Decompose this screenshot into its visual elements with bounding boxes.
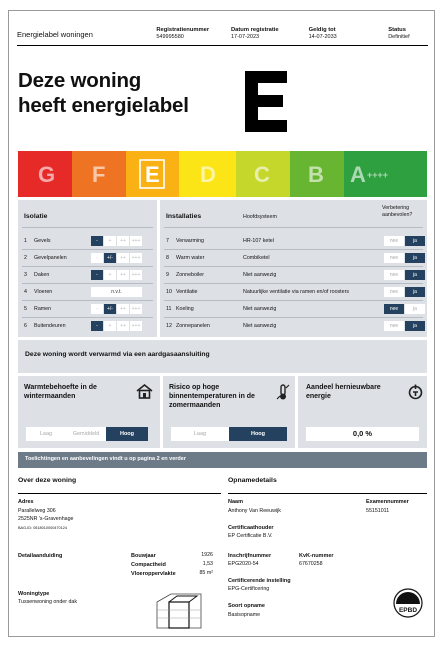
inschrijfnummer-label: Inschrijfnummer bbox=[228, 553, 272, 559]
detailaanduiding-label: Detailaanduiding bbox=[18, 553, 63, 559]
isolatie-rating bbox=[91, 321, 142, 331]
headline-line1: Deze woning bbox=[18, 69, 142, 92]
gas-text: Deze woning wordt verwarmd via een aardgasaansluiting bbox=[25, 351, 210, 358]
isolatie-rating-cell: - bbox=[91, 236, 103, 246]
installatie-item-num: 8 bbox=[166, 255, 169, 261]
scale-letter-f: F bbox=[92, 162, 106, 187]
toelichting-bar bbox=[18, 452, 427, 468]
registration-number: 549995580 bbox=[156, 34, 184, 40]
isolatie-rating-cell: +++ bbox=[131, 272, 141, 278]
installatie-item-name: Warm water bbox=[176, 255, 205, 261]
installatie-system: Combiketel bbox=[243, 255, 270, 261]
isolatie-item-num: 6 bbox=[24, 323, 27, 329]
installaties-panel bbox=[160, 200, 427, 337]
warmte-option-laag: Laag bbox=[26, 427, 66, 441]
risico-title: Risico op hoge binnentemperaturen in de zomermaanden bbox=[169, 384, 255, 409]
installatie-item-name: Koeling bbox=[176, 306, 194, 312]
verbetering-header: Verbetering aanbevolen? bbox=[382, 205, 413, 218]
scale-letter-c: C bbox=[254, 162, 270, 187]
warmtebehoefte-title: Warmtebehoefte in de wintermaanden bbox=[24, 384, 97, 400]
verbetering-toggle bbox=[384, 270, 425, 280]
scale-letter-g: G bbox=[38, 162, 56, 187]
verbetering-toggle bbox=[384, 236, 425, 246]
certificaathouder: EP Certificatie B.V. bbox=[228, 533, 273, 539]
scale-letter-e: E bbox=[145, 162, 160, 187]
aandeel-value: 0,0 % bbox=[306, 427, 419, 441]
examennummer: 55151011 bbox=[366, 508, 390, 514]
isolatie-rating-cell: + bbox=[104, 321, 116, 331]
epbd-logo-text: EPBD bbox=[398, 607, 418, 614]
isolatie-rating-cell: +++ bbox=[131, 323, 141, 329]
headline-line2: heeft energielabel bbox=[18, 94, 189, 117]
isolatie-item-num: 2 bbox=[24, 255, 27, 261]
installatie-system: Niet aanwezig bbox=[243, 323, 277, 329]
isolatie-rating bbox=[91, 253, 142, 263]
warmte-option-hoog: Hoog bbox=[106, 427, 148, 441]
isolatie-rating bbox=[91, 236, 142, 246]
header-divider bbox=[17, 45, 428, 46]
isolatie-item-num: 1 bbox=[24, 238, 27, 244]
kvk-nummer: 67670258 bbox=[299, 561, 323, 567]
valid-until: 14-07-2033 bbox=[308, 34, 337, 40]
verbetering-nee: nee bbox=[384, 253, 404, 263]
isolatie-rating-cell: + bbox=[104, 270, 116, 280]
energy-label-document bbox=[8, 10, 435, 637]
isolatie-item-name: Buitendeuren bbox=[34, 323, 66, 329]
verbetering-toggle bbox=[384, 287, 425, 297]
installatie-item-num: 7 bbox=[166, 238, 169, 244]
isolatie-rating-cell: + bbox=[104, 236, 116, 246]
vloeroppervlakte-label: Vloeroppervlakte bbox=[131, 571, 176, 577]
isolatie-rating-nvt: n.v.t. bbox=[91, 287, 142, 297]
isolatie-rating bbox=[91, 287, 142, 297]
verbetering-nee: nee bbox=[384, 287, 404, 297]
verbetering-ja: ja bbox=[405, 304, 425, 314]
isolatie-rating bbox=[91, 270, 142, 280]
installatie-system: HR-107 ketel bbox=[243, 238, 274, 244]
verbetering-nee: nee bbox=[384, 304, 404, 314]
examennummer-label: Examennummer bbox=[366, 499, 409, 505]
document-header bbox=[17, 19, 428, 41]
installatie-item-name: Ventilatie bbox=[176, 289, 198, 295]
isolatie-item-name: Daken bbox=[34, 272, 50, 278]
bouwjaar: 1926 bbox=[201, 552, 213, 558]
certificerende-instelling: EPG-Certificering bbox=[228, 586, 270, 592]
isolatie-rating-cell: ++ bbox=[117, 270, 129, 280]
verbetering-ja: ja bbox=[405, 321, 425, 331]
certificerende-instelling-label: Certificerende instelling bbox=[228, 578, 291, 584]
woningtype-label: Woningtype bbox=[18, 591, 50, 597]
thermometer-icon bbox=[276, 384, 290, 400]
isolatie-rating bbox=[91, 304, 142, 314]
isolatie-rating-cell: - bbox=[91, 253, 103, 263]
over-title: Over deze woning bbox=[18, 477, 77, 484]
installatie-item-num: 9 bbox=[166, 272, 169, 278]
verbetering-toggle bbox=[384, 304, 425, 314]
isolatie-rating-cell: - bbox=[91, 304, 103, 314]
big-label-letter bbox=[243, 69, 289, 134]
warmtebehoefte-panel bbox=[18, 376, 160, 448]
adres-label: Adres bbox=[18, 499, 34, 505]
terraced-house-icon bbox=[151, 588, 207, 632]
verbetering-ja: ja bbox=[405, 270, 425, 280]
isolatie-rating-cell: ++ bbox=[117, 236, 129, 246]
naam-label: Naam bbox=[228, 499, 243, 505]
registration-number-label: Registratienummer bbox=[156, 27, 210, 33]
certificaathouder-label: Certificaathouder bbox=[228, 525, 274, 531]
verbetering-nee: nee bbox=[384, 270, 404, 280]
hoofdsysteem-header: Hoofdsysteem bbox=[243, 214, 277, 220]
opname-title: Opnamedetails bbox=[228, 477, 277, 484]
isolatie-rating-cell: +/- bbox=[104, 304, 116, 314]
installatie-system: Natuurlijke ventilatie via ramen en/of roosters bbox=[243, 289, 349, 295]
installatie-item-num: 10 bbox=[166, 289, 172, 295]
isolatie-item-name: Gevelpanelen bbox=[34, 255, 67, 261]
scale-letter-b: B bbox=[308, 162, 324, 187]
installatie-system: Niet aanwezig bbox=[243, 306, 277, 312]
verbetering-ja: ja bbox=[405, 287, 425, 297]
verbetering-ja: ja bbox=[405, 253, 425, 263]
isolatie-panel bbox=[18, 200, 157, 337]
inschrijfnummer: EPG2020-54 bbox=[228, 561, 259, 567]
compactheid: 1,53 bbox=[202, 561, 213, 567]
woningtype: Tussenwoning onder dak bbox=[18, 599, 77, 605]
epbd-logo bbox=[393, 588, 423, 618]
isolatie-rating-cell: ++ bbox=[117, 253, 129, 263]
installaties-title: Installaties bbox=[166, 213, 202, 220]
valid-until-label: Geldig tot bbox=[308, 27, 336, 33]
isolatie-rating-cell: +++ bbox=[131, 238, 141, 244]
verbetering-ja: ja bbox=[405, 236, 425, 246]
gas-panel bbox=[18, 340, 427, 373]
headline bbox=[18, 68, 189, 118]
soort-opname-label: Soort opname bbox=[228, 603, 265, 609]
toelichting-text: Toelichtingen en aanbevelingen vindt u op pagina 2 en verder bbox=[25, 456, 186, 462]
risico-option-hoog: Hoog bbox=[229, 427, 287, 441]
registration-date: 17-07-2023 bbox=[230, 34, 260, 40]
isolatie-item-num: 5 bbox=[24, 306, 27, 312]
energy-label-scale bbox=[18, 151, 427, 197]
aandeel-panel bbox=[298, 376, 427, 448]
verbetering-nee: nee bbox=[384, 236, 404, 246]
verbetering-toggle bbox=[384, 321, 425, 331]
isolatie-rating-cell: +++ bbox=[131, 255, 141, 261]
document-title: Energielabel woningen bbox=[17, 30, 93, 39]
isolatie-rating-cell: +/- bbox=[104, 253, 116, 263]
adres-line2: 2525NR 's-Gravenhage bbox=[18, 516, 74, 522]
isolatie-rating-cell: - bbox=[91, 270, 103, 280]
installatie-item-name: Zonneboiler bbox=[176, 272, 204, 278]
compactheid-label: Compactheid bbox=[131, 562, 166, 568]
scale-letter-a: A bbox=[350, 162, 366, 187]
installatie-item-num: 12 bbox=[166, 323, 172, 329]
kvk-label: KvK-nummer bbox=[299, 553, 334, 559]
isolatie-item-name: Gevels bbox=[34, 238, 51, 244]
warmte-option-gemiddeld: Gemiddeld bbox=[66, 427, 106, 441]
installatie-item-name: Verwarming bbox=[176, 238, 204, 244]
warmtebehoefte-scale bbox=[26, 427, 148, 441]
risico-scale bbox=[171, 427, 287, 441]
isolatie-item-name: Ramen bbox=[34, 306, 52, 312]
soort-opname: Basisopname bbox=[228, 612, 261, 618]
naam: Anthony Van Reeuwijk bbox=[228, 508, 281, 514]
installatie-item-num: 11 bbox=[166, 306, 172, 312]
bouwjaar-label: Bouwjaar bbox=[131, 553, 156, 559]
isolatie-item-name: Vloeren bbox=[34, 289, 53, 295]
isolatie-item-num: 4 bbox=[24, 289, 27, 295]
verbetering-toggle bbox=[384, 253, 425, 263]
isolatie-rating-cell: ++ bbox=[117, 321, 129, 331]
house-icon bbox=[136, 384, 153, 399]
vloeroppervlakte: 85 m² bbox=[199, 570, 213, 576]
isolatie-rating-cell: - bbox=[91, 321, 103, 331]
installatie-item-name: Zonnepanelen bbox=[176, 323, 210, 329]
verbetering-nee: nee bbox=[384, 321, 404, 331]
isolatie-item-num: 3 bbox=[24, 272, 27, 278]
registration-date-label: Datum registratie bbox=[230, 27, 279, 33]
aandeel-title: Aandeel hernieuwbare energie bbox=[306, 384, 381, 400]
scale-a-plus: ++++ bbox=[367, 170, 389, 180]
status-value: Definitief bbox=[388, 34, 410, 40]
installatie-system: Niet aanwezig bbox=[243, 272, 277, 278]
renewable-energy-icon bbox=[408, 384, 423, 400]
isolatie-rating-cell: ++ bbox=[117, 304, 129, 314]
adres-line1: Parallelweg 306 bbox=[18, 508, 56, 514]
status-label: Status bbox=[388, 27, 406, 33]
risico-panel bbox=[163, 376, 295, 448]
isolatie-rating-cell: +++ bbox=[131, 306, 141, 312]
isolatie-title: Isolatie bbox=[24, 213, 48, 220]
scale-letter-d: D bbox=[200, 162, 216, 187]
risico-option-laag: Laag bbox=[171, 427, 229, 441]
bag-id: BAG-ID: 0518010000470124 bbox=[18, 526, 67, 530]
